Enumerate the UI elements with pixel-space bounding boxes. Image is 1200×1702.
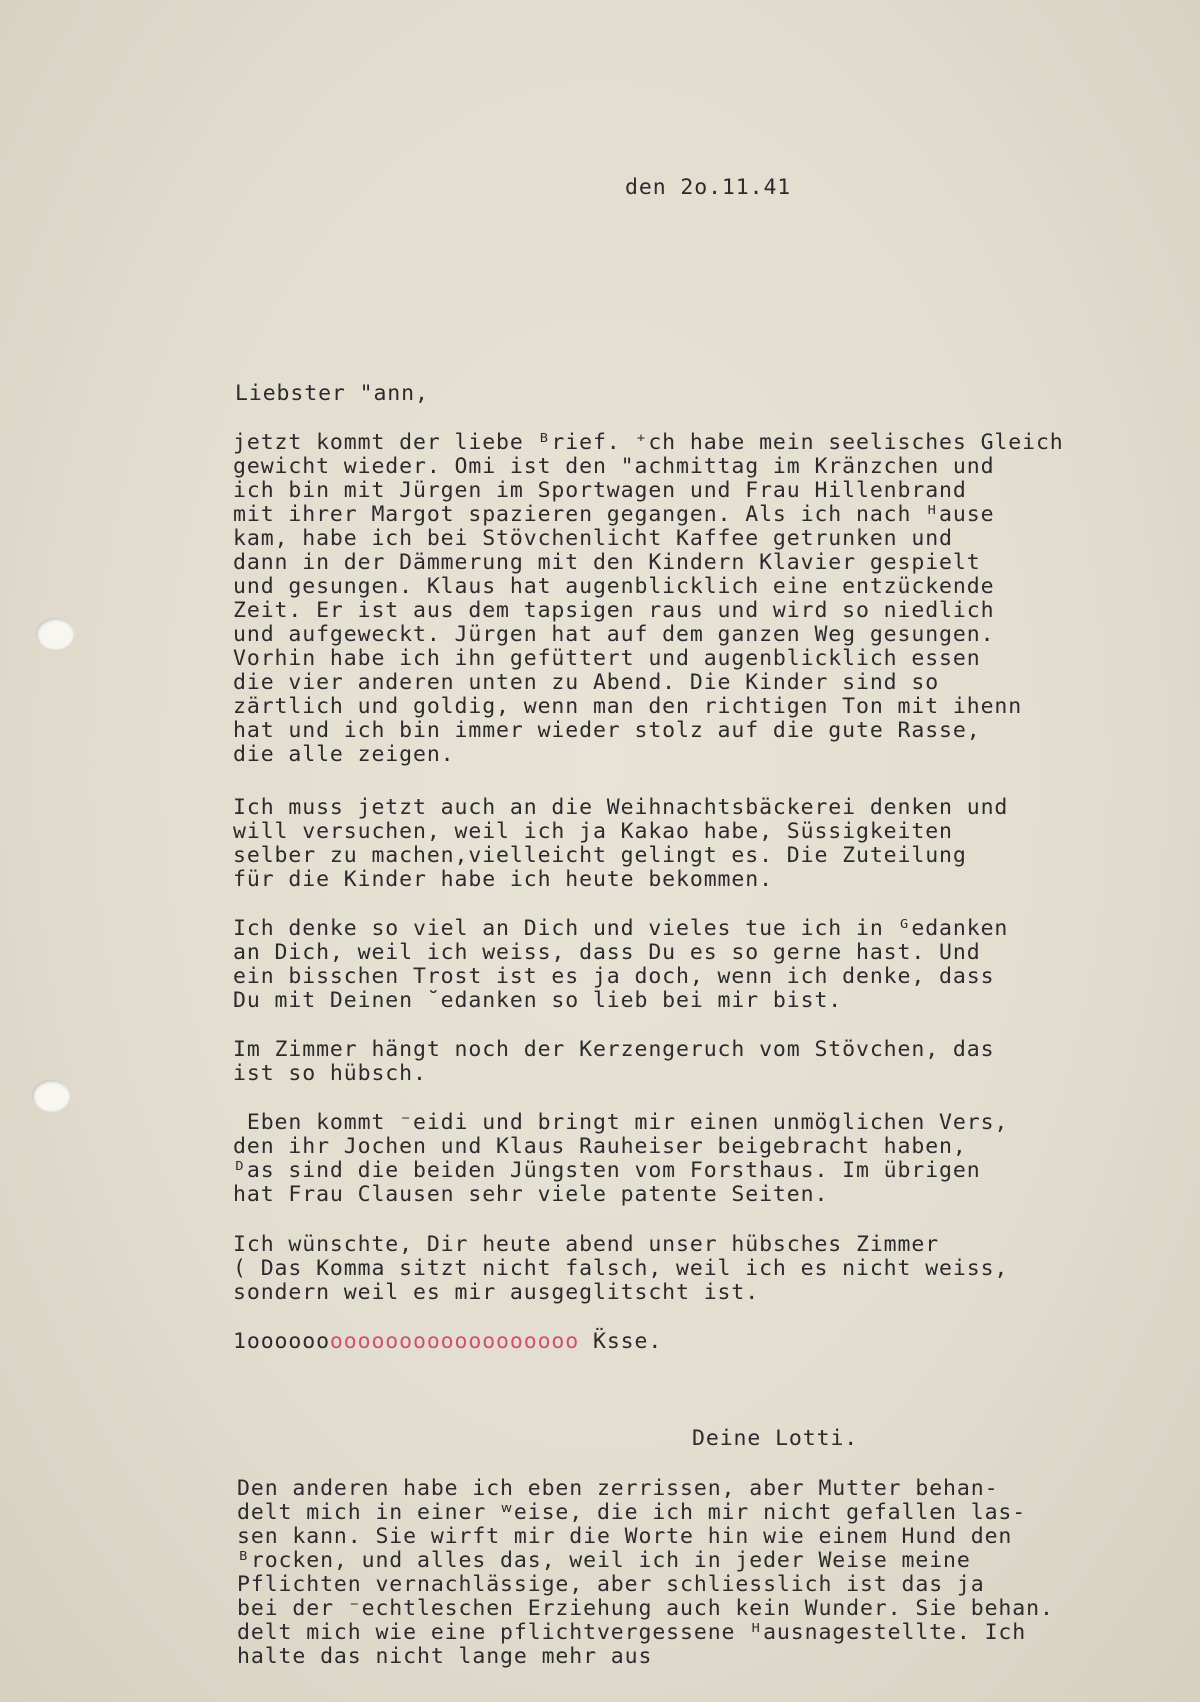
text-line: Du mit Deinen ˘edanken so lieb bei mir bist. xyxy=(233,988,843,1013)
text-line: sen kann. Sie wirft mir die Worte hin wie einem Hund den xyxy=(237,1524,1013,1549)
text-line: sondern weil es mir ausgeglitscht ist. xyxy=(233,1280,760,1305)
paragraph-4 xyxy=(233,1038,994,1086)
text-line: bei der ⁻echtleschen Erziehung auch kein Wunder. Sie behan. xyxy=(237,1596,1054,1621)
kisses-word: K̈sse. xyxy=(579,1329,663,1354)
text-line: ich bin mit Jürgen im Sportwagen und Frau Hillenbrand xyxy=(233,478,967,503)
text-line: für die Kinder habe ich heute bekommen. xyxy=(233,867,773,892)
paragraph-2 xyxy=(233,796,1008,892)
text-line: selber zu machen,vielleicht gelingt es. Die Zuteilung xyxy=(233,843,967,868)
text-line: ᴰas sind die beiden Jüngsten vom Forsthaus. Im übrigen xyxy=(233,1158,981,1183)
text-line: und gesungen. Klaus hat augenblicklich eine entzückende xyxy=(233,574,995,599)
text-line: jetzt kommt der liebe ᴮrief. ⁺ch habe mein seelisches Gleich xyxy=(233,430,1064,455)
text-line: zärtlich und goldig, wenn man den richtigen Ton mit ihenn xyxy=(233,694,1023,719)
text-line: Ich muss jetzt auch an die Weihnachtsbäckerei denken und xyxy=(233,795,1009,820)
text-line: ein bisschen Trost ist es ja doch, wenn ich denke, dass xyxy=(233,964,995,989)
text-line: Ich denke so viel an Dich und vieles tue ich in ᴳedanken xyxy=(233,916,1009,941)
text-line: den ihr Jochen und Klaus Rauheiser beigebracht haben, xyxy=(233,1134,967,1159)
text-line: kam, habe ich bei Stövchenlicht Kaffee getrunken und xyxy=(233,526,953,551)
text-line: delt mich wie eine pflichtvergessene ᴴausnagestellte. Ich xyxy=(237,1620,1027,1645)
signature: Deine Lotti. xyxy=(692,1426,859,1451)
kisses-line xyxy=(233,1330,662,1354)
kisses-black-count: 1oooooo xyxy=(233,1329,330,1354)
postscript xyxy=(237,1477,1054,1669)
text-line: delt mich in einer ʷeise, die ich mir nicht gefallen las- xyxy=(237,1500,1027,1525)
kisses-pink-count: oooooooooooooooooo xyxy=(329,1329,580,1354)
text-line: Pflichten vernachlässige, aber schliesslich ist das ja xyxy=(237,1572,985,1597)
text-line: die alle zeigen. xyxy=(233,742,455,767)
text-line: Ich wünschte, Dir heute abend unser hübsches Zimmer xyxy=(233,1232,940,1257)
salutation: Liebster "ann, xyxy=(235,381,429,406)
text-line: ᴮrocken, und alles das, weil ich in jeder Weise meine xyxy=(237,1548,971,1573)
text-line: ( Das Komma sitzt nicht falsch, weil ich es nicht weiss, xyxy=(233,1256,1009,1281)
punch-hole-bottom xyxy=(32,1080,70,1112)
text-line: will versuchen, weil ich ja Kakao habe, Süssigkeiten xyxy=(233,819,953,844)
paragraph-5 xyxy=(233,1111,1008,1207)
paragraph-6 xyxy=(233,1233,1008,1305)
text-line: und aufgeweckt. Jürgen hat auf dem ganzen Weg gesungen. xyxy=(233,622,995,647)
text-line: Vorhin habe ich ihn gefüttert und augenblicklich essen xyxy=(233,646,981,671)
text-line: Eben kommt ⁻eidi und bringt mir einen unmöglichen Vers, xyxy=(233,1110,1009,1135)
text-line: Den anderen habe ich eben zerrissen, aber Mutter behan- xyxy=(237,1476,999,1501)
text-line: die vier anderen unten zu Abend. Die Kinder sind so xyxy=(233,670,940,695)
text-line: hat und ich bin immer wieder stolz auf die gute Rasse, xyxy=(233,718,981,743)
text-line: hat Frau Clausen sehr viele patente Seiten. xyxy=(233,1182,829,1207)
text-line: Zeit. Er ist aus dem tapsigen raus und wird so niedlich xyxy=(233,598,995,623)
letter-date: den 2o.11.41 xyxy=(625,175,792,200)
paragraph-1 xyxy=(233,431,1064,767)
text-line: an Dich, weil ich weiss, dass Du es so gerne hast. Und xyxy=(233,940,981,965)
text-line: ist so hübsch. xyxy=(233,1061,427,1086)
text-line: dann in der Dämmerung mit den Kindern Klavier gespielt xyxy=(233,550,981,575)
text-line: mit ihrer Margot spazieren gegangen. Als ich nach ᴴause xyxy=(233,502,995,527)
text-line: halte das nicht lange mehr aus xyxy=(237,1644,653,1669)
punch-hole-top xyxy=(36,618,74,650)
text-line: Im Zimmer hängt noch der Kerzengeruch vom Stövchen, das xyxy=(233,1037,995,1062)
text-line: gewicht wieder. Omi ist den "achmittag im Kränzchen und xyxy=(233,454,995,479)
paragraph-3 xyxy=(233,917,1008,1013)
